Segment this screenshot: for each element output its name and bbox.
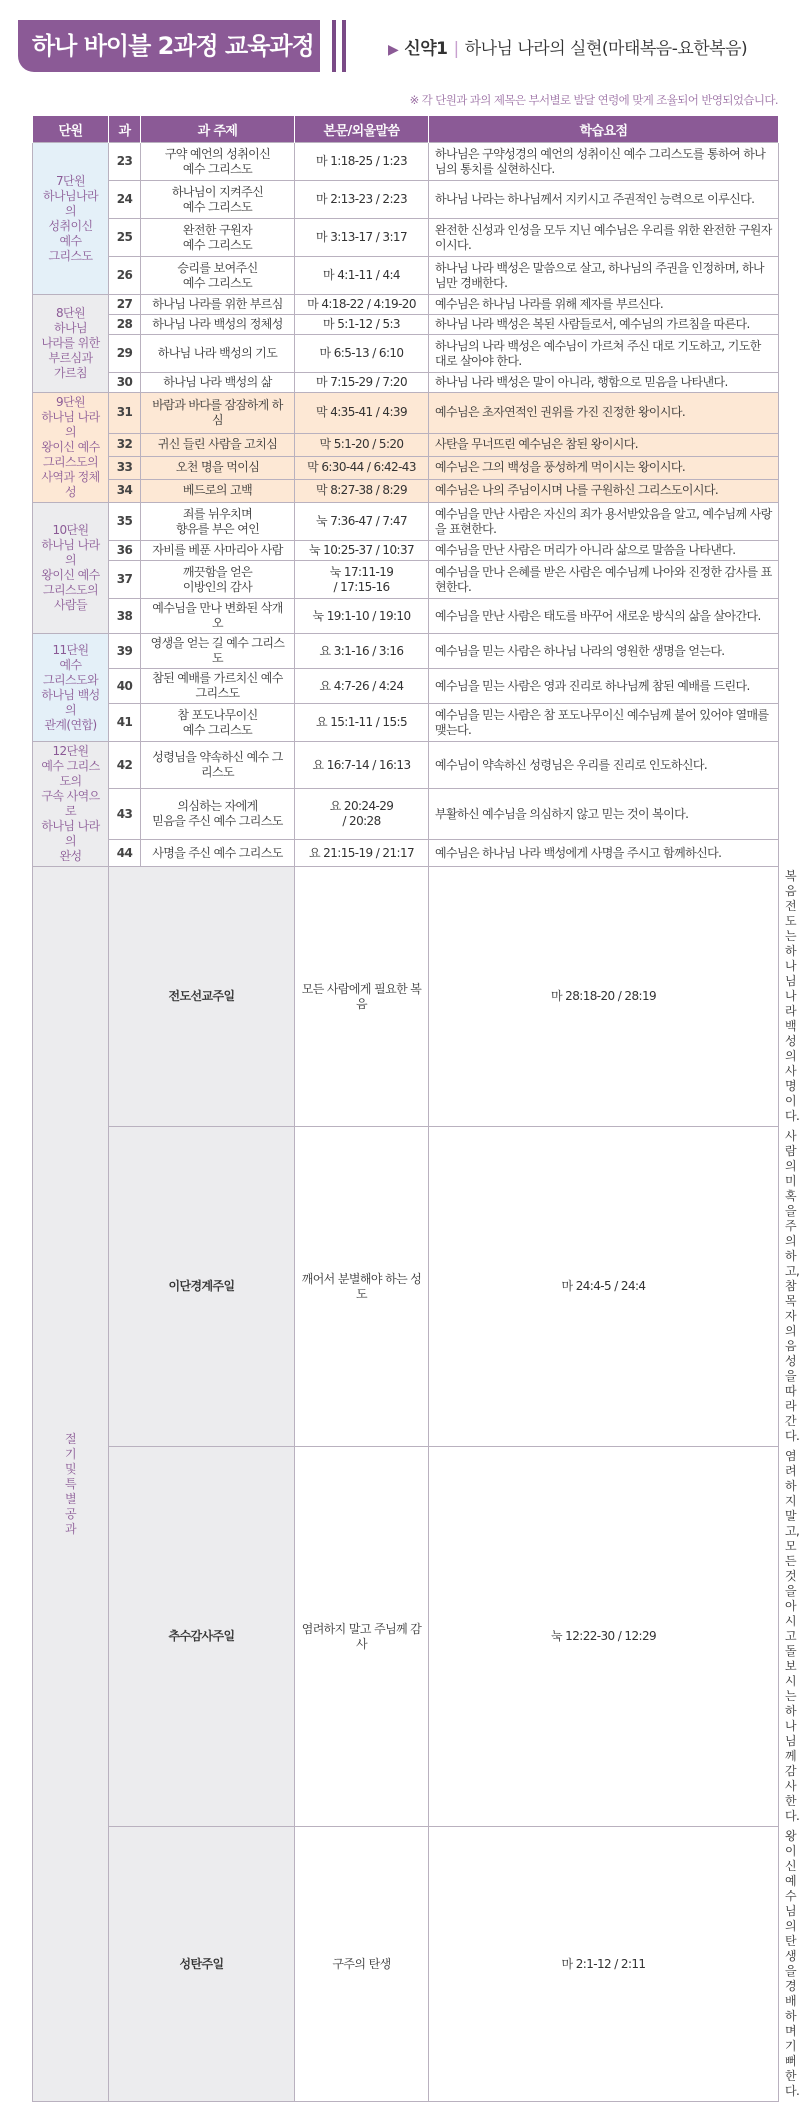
- table-row: [33, 456, 779, 479]
- learning-point: 예수님을 만나 은혜를 받은 사람은 예수님께 나아와 진정한 감사를 표현한다.: [429, 561, 779, 599]
- table-row: [33, 295, 779, 315]
- table-row: [33, 433, 779, 456]
- table-row: [33, 393, 779, 434]
- learning-point: 예수님은 초자연적인 권위를 가진 진정한 왕이시다.: [429, 393, 779, 434]
- special-day-name: 전도선교주일: [109, 867, 295, 1127]
- learning-point: 예수님을 믿는 사람은 영과 진리로 하나님께 참된 예배를 드린다.: [429, 669, 779, 704]
- learning-point: 하나님은 구약성경의 예언의 성취이신 예수 그리스도를 통하여 하나님의 통치를 실현하신다.: [429, 143, 779, 181]
- bible-text: 마 4:1-11 / 4:4: [295, 257, 429, 295]
- table-row: [33, 143, 779, 181]
- table-row: [33, 479, 779, 502]
- table-header-row: [33, 116, 779, 143]
- bible-text: 마 6:5-13 / 6:10: [295, 335, 429, 373]
- special-day-name: 추수감사주일: [109, 1447, 295, 1827]
- learning-point: 예수님은 하나님 나라를 위해 제자를 부르신다.: [429, 295, 779, 315]
- bible-text: 눅 7:36-47 / 7:47: [295, 503, 429, 541]
- bible-text: 눅 10:25-37 / 10:37: [295, 541, 429, 561]
- lesson-number: 32: [109, 433, 141, 456]
- lesson-topic: 구약 예언의 성취이신 예수 그리스도: [141, 143, 295, 181]
- lesson-topic: 귀신 들린 사람을 고치심: [141, 433, 295, 456]
- table-row: 절 기 및 특 별 공 과 전도선교주일 모든 사람에게 필요한 복음 마 28:18-20 / 28:19 복음 전도는 하나님 나라 백성의 사명이다.: [33, 867, 779, 1127]
- lesson-number: 30: [109, 373, 141, 393]
- bible-text: 막 6:30-44 / 6:42-43: [295, 456, 429, 479]
- lesson-number: 24: [109, 181, 141, 219]
- bible-text: 마 1:18-25 / 1:23: [295, 143, 429, 181]
- table-row: [33, 541, 779, 561]
- table-row: [33, 503, 779, 541]
- lesson-number: 33: [109, 456, 141, 479]
- unit-name: 11단원 예수 그리스도와 하나님 백성의 관계(연합): [33, 634, 109, 742]
- header-unit: 단원: [33, 116, 109, 143]
- lesson-topic: 죄를 뉘우치며 향유를 부은 여인: [141, 503, 295, 541]
- bible-text: 눅 19:1-10 / 19:10: [295, 599, 429, 634]
- table-row: [33, 669, 779, 704]
- lesson-number: 35: [109, 503, 141, 541]
- lesson-number: 31: [109, 393, 141, 434]
- learning-point: 완전한 신성과 인성을 모두 지닌 예수님은 우리를 위한 완전한 구원자이시다.: [429, 219, 779, 257]
- table-row: [33, 373, 779, 393]
- table-row: [33, 219, 779, 257]
- bible-text: 요 3:1-16 / 3:16: [295, 634, 429, 669]
- learning-point: 하나님 나라 백성은 말씀으로 살고, 하나님의 주권을 인정하며, 하나님만 경배한다.: [429, 257, 779, 295]
- lesson-number: 28: [109, 315, 141, 335]
- lesson-topic: 모든 사람에게 필요한 복음: [295, 867, 429, 1127]
- bible-text: 요 21:15-19 / 21:17: [295, 840, 429, 867]
- learning-point: 예수님을 만난 사람은 머리가 아니라 삶으로 말씀을 나타낸다.: [429, 541, 779, 561]
- lesson-topic: 깨끗함을 얻은 이방인의 감사: [141, 561, 295, 599]
- table-row: 추수감사주일 염려하지 말고 주님께 감사 눅 12:22-30 / 12:29 염려하지 말고, 모든 것을 아시고 돌보시는 하나님께 감사한다.: [33, 1447, 779, 1827]
- lesson-topic: 완전한 구원자 예수 그리스도: [141, 219, 295, 257]
- table-row: [33, 181, 779, 219]
- unit-name: 10단원 하나님 나라의 왕이신 예수 그리스도의 사람들: [33, 503, 109, 634]
- table-row: [33, 789, 779, 840]
- bible-text: 요 20:24-29 / 20:28: [295, 789, 429, 840]
- lesson-number: 25: [109, 219, 141, 257]
- lesson-topic: 승리를 보여주신 예수 그리스도: [141, 257, 295, 295]
- bible-text: 눅 17:11-19 / 17:15-16: [295, 561, 429, 599]
- lesson-topic: 오천 명을 먹이심: [141, 456, 295, 479]
- header-topic: 과 주제: [141, 116, 295, 143]
- learning-point: 예수님을 믿는 사람은 참 포도나무이신 예수님께 붙어 있어야 열매를 맺는다.: [429, 704, 779, 742]
- bible-text: 마 3:13-17 / 3:17: [295, 219, 429, 257]
- lesson-topic: 영생을 얻는 길 예수 그리스도: [141, 634, 295, 669]
- lesson-number: 37: [109, 561, 141, 599]
- bible-text: 마 28:18-20 / 28:19: [429, 867, 779, 1127]
- lesson-number: 23: [109, 143, 141, 181]
- lesson-number: 36: [109, 541, 141, 561]
- curriculum-table: [32, 116, 800, 2102]
- lesson-topic: 베드로의 고백: [141, 479, 295, 502]
- bible-text: 마 2:13-23 / 2:23: [295, 181, 429, 219]
- header-point: 학습요점: [429, 116, 779, 143]
- learning-point: 예수님을 만난 사람은 태도를 바꾸어 새로운 방식의 삶을 살아간다.: [429, 599, 779, 634]
- special-label: 절 기 및 특 별 공 과: [33, 867, 109, 2102]
- bible-text: 막 5:1-20 / 5:20: [295, 433, 429, 456]
- lesson-topic: 하나님 나라 백성의 정체성: [141, 315, 295, 335]
- lesson-topic: 구주의 탄생: [295, 1827, 429, 2102]
- bible-text: 요 15:1-11 / 15:5: [295, 704, 429, 742]
- unit-name: 9단원 하나님 나라의 왕이신 예수 그리스도의 사역과 정체성: [33, 393, 109, 503]
- bible-text: 요 4:7-26 / 4:24: [295, 669, 429, 704]
- header-lesson: 과: [109, 116, 141, 143]
- special-day-name: 이단경계주일: [109, 1127, 295, 1447]
- learning-point: 예수님을 만난 사람은 자신의 죄가 용서받았음을 알고, 예수님께 사랑을 표현한다.: [429, 503, 779, 541]
- learning-point: 예수님은 하나님 나라 백성에게 사명을 주시고 함께하신다.: [429, 840, 779, 867]
- lesson-topic: 하나님 나라를 위한 부르심: [141, 295, 295, 315]
- learning-point: 예수님은 그의 백성을 풍성하게 먹이시는 왕이시다.: [429, 456, 779, 479]
- header-text: 본문/외울말씀: [295, 116, 429, 143]
- learning-point: 부활하신 예수님을 의심하지 않고 믿는 것이 복이다.: [429, 789, 779, 840]
- subtitle-prefix: 신약1: [404, 39, 448, 59]
- learning-point: 예수님을 믿는 사람은 하나님 나라의 영원한 생명을 얻는다.: [429, 634, 779, 669]
- learning-point: 예수님은 나의 주님이시며 나를 구원하신 그리스도이시다.: [429, 479, 779, 502]
- bible-text: 막 4:35-41 / 4:39: [295, 393, 429, 434]
- lesson-topic: 참 포도나무이신 예수 그리스도: [141, 704, 295, 742]
- lesson-number: 38: [109, 599, 141, 634]
- bible-text: 눅 12:22-30 / 12:29: [429, 1447, 779, 1827]
- lesson-topic: 바람과 바다를 잠잠하게 하심: [141, 393, 295, 434]
- lesson-topic: 예수님을 만나 변화된 삭개오: [141, 599, 295, 634]
- lesson-topic: 깨어서 분별해야 하는 성도: [295, 1127, 429, 1447]
- unit-name: 8단원 하나님 나라를 위한 부르심과 가르침: [33, 295, 109, 393]
- title-divider-bars: [330, 20, 360, 72]
- subtitle-text: 하나님 나라의 실현(마태복음-요한복음): [464, 39, 748, 59]
- unit-name: 7단원 하나님나라의 성취이신 예수 그리스도: [33, 143, 109, 295]
- lesson-number: 43: [109, 789, 141, 840]
- lesson-number: 34: [109, 479, 141, 502]
- bible-text: 요 16:7-14 / 16:13: [295, 742, 429, 789]
- learning-point: 하나님의 나라 백성은 예수님이 가르쳐 주신 대로 기도하고, 기도한 대로 살아야 한다.: [429, 335, 779, 373]
- table-row: [33, 335, 779, 373]
- lesson-topic: 참된 예배를 가르치신 예수 그리스도: [141, 669, 295, 704]
- bible-text: 마 5:1-12 / 5:3: [295, 315, 429, 335]
- table-row: [33, 742, 779, 789]
- table-row: [33, 840, 779, 867]
- lesson-topic: 하나님 나라 백성의 삶: [141, 373, 295, 393]
- triangle-icon: ▶: [388, 42, 399, 58]
- table-row: [33, 704, 779, 742]
- lesson-number: 27: [109, 295, 141, 315]
- table-row: [33, 634, 779, 669]
- unit-name: 12단원 예수 그리스도의 구속 사역으로 하나님 나라의 완성: [33, 742, 109, 867]
- learning-point: 하나님 나라 백성은 말이 아니라, 행함으로 믿음을 나타낸다.: [429, 373, 779, 393]
- lesson-number: 41: [109, 704, 141, 742]
- lesson-number: 42: [109, 742, 141, 789]
- table-row: 성탄주일 구주의 탄생 마 2:1-12 / 2:11 왕이신 예수님의 탄생을 경배하며 기뻐한다.: [33, 1827, 779, 2102]
- table-row: [33, 315, 779, 335]
- lesson-number: 26: [109, 257, 141, 295]
- subtitle-separator: |: [453, 39, 459, 59]
- lesson-topic: 성령님을 약속하신 예수 그리스도: [141, 742, 295, 789]
- table-row: [33, 257, 779, 295]
- bible-text: 마 24:4-5 / 24:4: [429, 1127, 779, 1447]
- lesson-number: 39: [109, 634, 141, 669]
- lesson-topic: 의심하는 자에게 믿음을 주신 예수 그리스도: [141, 789, 295, 840]
- table-row: [33, 599, 779, 634]
- subtitle: [388, 34, 747, 59]
- lesson-topic: 염려하지 말고 주님께 감사: [295, 1447, 429, 1827]
- lesson-number: 44: [109, 840, 141, 867]
- special-day-name: 성탄주일: [109, 1827, 295, 2102]
- table-row: [33, 561, 779, 599]
- learning-point: 하나님 나라는 하나님께서 지키시고 주권적인 능력으로 이루신다.: [429, 181, 779, 219]
- lesson-topic: 하나님 나라 백성의 기도: [141, 335, 295, 373]
- learning-point: 사탄을 무너뜨린 예수님은 참된 왕이시다.: [429, 433, 779, 456]
- table-row: 이단경계주일 깨어서 분별해야 하는 성도 마 24:4-5 / 24:4 사람의 미혹을 주의하고, 참 목자의 음성을 따라간다.: [33, 1127, 779, 1447]
- lesson-topic: 사명을 주신 예수 그리스도: [141, 840, 295, 867]
- bible-text: 마 2:1-12 / 2:11: [429, 1827, 779, 2102]
- learning-point: 하나님 나라 백성은 복된 사람들로서, 예수님의 가르침을 따른다.: [429, 315, 779, 335]
- adjustment-note: ※ 각 단원과 과의 제목은 부서별로 발달 연령에 맞게 조율되어 반영되었습니다.: [409, 93, 778, 107]
- bible-text: 마 7:15-29 / 7:20: [295, 373, 429, 393]
- learning-point: 예수님이 약속하신 성령님은 우리를 진리로 인도하신다.: [429, 742, 779, 789]
- bible-text: 마 4:18-22 / 4:19-20: [295, 295, 429, 315]
- lesson-number: 29: [109, 335, 141, 373]
- lesson-topic: 자비를 베푼 사마리아 사람: [141, 541, 295, 561]
- lesson-topic: 하나님이 지켜주신 예수 그리스도: [141, 181, 295, 219]
- bible-text: 막 8:27-38 / 8:29: [295, 479, 429, 502]
- page-title: 하나 바이블 2과정 교육과정: [18, 20, 320, 72]
- lesson-number: 40: [109, 669, 141, 704]
